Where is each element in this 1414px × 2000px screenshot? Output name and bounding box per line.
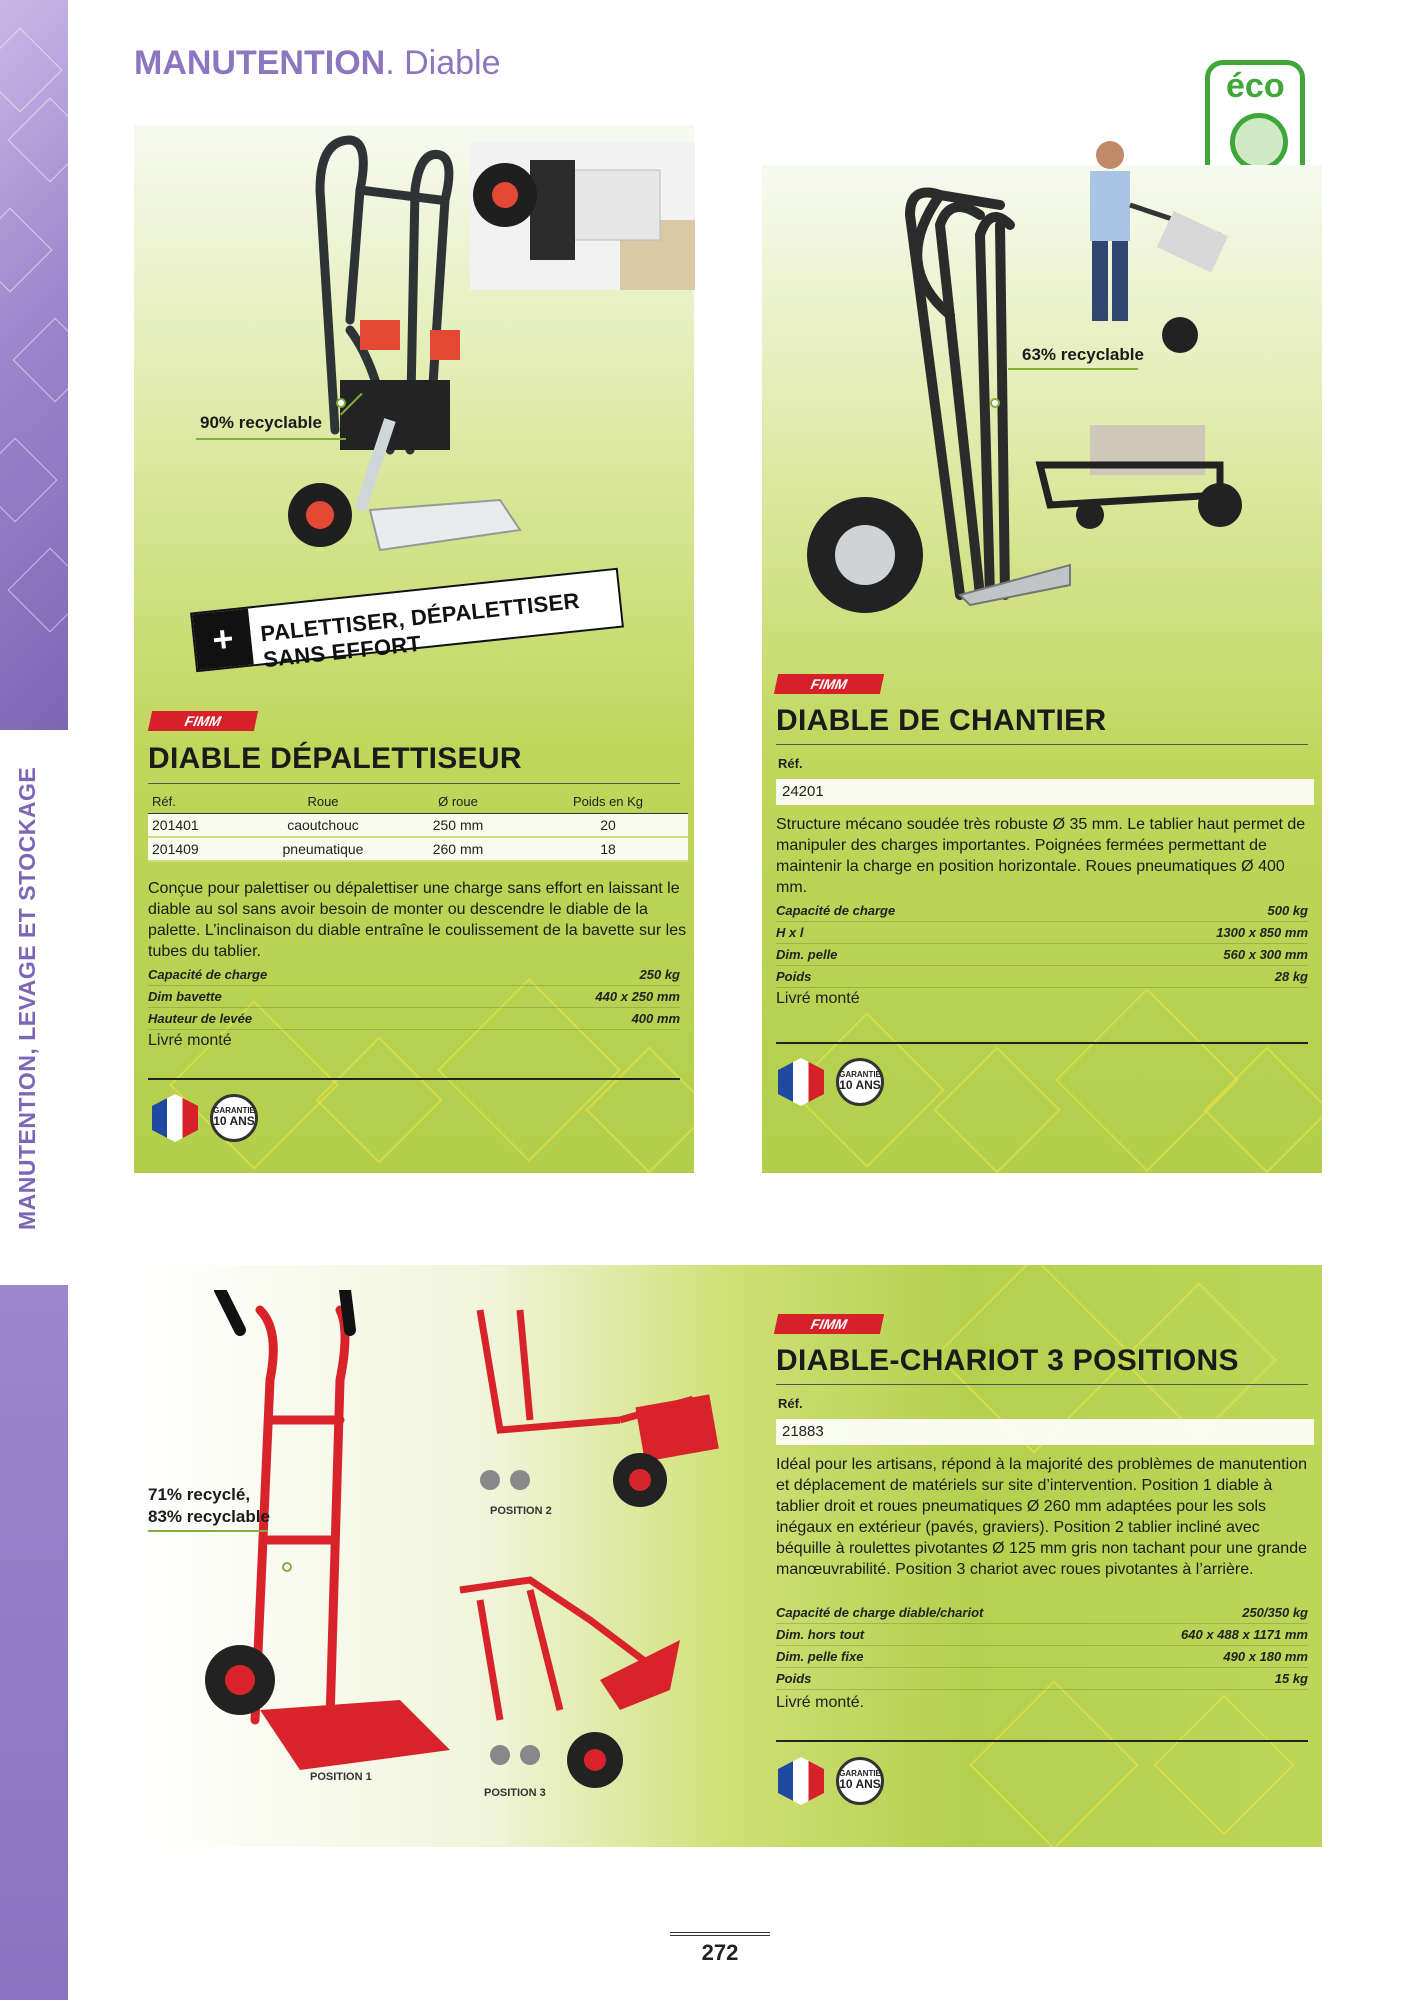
- recyclable-note-line2: 83% recyclable: [148, 1507, 270, 1526]
- title-rule: [776, 1384, 1308, 1385]
- spec-row: [776, 966, 1308, 988]
- delivery-note: Livré monté.: [776, 1694, 865, 1711]
- spec-value: 560 x 300 mm: [1223, 947, 1308, 962]
- product-description: Conçue pour palettiser ou dépalettiser une charge sans effort en laissant le diable au sol sans avoir besoin de monter ou descendre le diable de la palette. L’inclinaison du diable entraîne le coulissement de la bavette sur les tubes du tablier.: [148, 880, 687, 960]
- product-image-chantier: [790, 135, 1310, 625]
- side-section-label: MANUTENTION, LEVAGE ET STOCKAGE: [14, 766, 40, 1230]
- spec-value: 490 x 180 mm: [1223, 1649, 1308, 1664]
- page-category: MANUTENTION: [134, 44, 386, 82]
- guarantee-badge: [836, 1058, 884, 1106]
- recyclable-callout-line: [148, 1530, 268, 1532]
- brand-logo-fimm: FIMM: [774, 674, 884, 694]
- cell-ref: 201409: [148, 837, 258, 861]
- spec-label: Dim bavette: [148, 989, 222, 1004]
- cell-roue: caoutchouc: [258, 814, 388, 838]
- col-roue: Roue: [258, 790, 388, 814]
- callout-dot: [336, 398, 346, 408]
- ref-label: Réf.: [778, 756, 803, 771]
- col-poids: Poids en Kg: [528, 790, 688, 814]
- recyclable-note: 90% recyclable: [200, 413, 322, 432]
- section-rule: [776, 1042, 1308, 1044]
- product-description: Structure mécano soudée très robuste Ø 35 mm. Le tablier haut permet de manipuler des charges importantes. Poignées fermées permettant de maintenir la charge en position horizontale. Roues pneumatiques Ø 400 mm.: [776, 816, 1306, 896]
- spec-label: Poids: [776, 969, 812, 984]
- plus-icon: +: [192, 609, 254, 671]
- side-decoration-top: [0, 0, 68, 730]
- spec-label: Dim. hors tout: [776, 1627, 865, 1642]
- spec-label: Dim. pelle: [776, 947, 838, 962]
- col-ref: Réf.: [148, 790, 258, 814]
- delivery-note: Livré monté: [776, 990, 860, 1007]
- table-row: [148, 837, 688, 861]
- spec-value: 250 kg: [639, 967, 680, 982]
- spec-value: 400 mm: [631, 1011, 680, 1026]
- spec-list: [776, 1602, 1308, 1690]
- title-rule: [148, 783, 680, 784]
- callout-dot: [990, 398, 1000, 408]
- spec-row: [776, 1624, 1308, 1646]
- cell-poids: 18: [528, 837, 688, 861]
- guarantee-bottom: 10 ANS: [213, 1114, 255, 1128]
- ref-table: [148, 790, 688, 862]
- spec-value: 440 x 250 mm: [595, 989, 680, 1004]
- spec-value: 1300 x 850 mm: [1216, 925, 1308, 940]
- spec-row: [148, 986, 680, 1008]
- spec-row: [776, 944, 1308, 966]
- position-1-label: POSITION 1: [310, 1771, 372, 1783]
- page-title: [134, 44, 500, 83]
- cell-roue: pneumatique: [258, 837, 388, 861]
- cell-ref: 201401: [148, 814, 258, 838]
- eco-badge-text: éco: [1226, 67, 1285, 105]
- col-diametre: Ø roue: [388, 790, 528, 814]
- spec-row: [776, 1668, 1308, 1690]
- guarantee-badge: [210, 1094, 258, 1142]
- promo-text: PALETTISER, DÉPALETTISER SANS EFFORT: [259, 587, 581, 673]
- guarantee-top: GARANTIE: [213, 1106, 255, 1115]
- brand-logo-fimm: FIMM: [774, 1314, 884, 1334]
- product-title: DIABLE-CHARIOT 3 POSITIONS: [776, 1344, 1239, 1377]
- product-description: Idéal pour les artisans, répond à la majorité des problèmes de manutention et déplacement de matériels sur site d’intervention. Position 1 diable à tablier droit et roues pneumatiques Ø 260 mm adaptées pour les sols inégaux en extérieur (pavés, graviers). Position 2 tablier incliné avec béquille à roulettes pivotantes Ø 125 mm gris non tachant pour une grande manœuvrabilité. Position 3 chariot avec roues pivotantes à l’arrière.: [776, 1456, 1307, 1578]
- title-rule: [776, 744, 1308, 745]
- spec-label: Capacité de charge: [148, 967, 268, 982]
- spec-label: H x l: [776, 925, 804, 940]
- ref-value: 21883: [776, 1419, 1314, 1445]
- guarantee-bottom: 10 ANS: [839, 1078, 881, 1092]
- brand-logo-fimm: FIMM: [148, 711, 258, 731]
- cell-poids: 20: [528, 814, 688, 838]
- spec-value: 500 kg: [1267, 903, 1308, 918]
- recyclable-note-line1: 71% recyclé,: [148, 1485, 251, 1504]
- recyclable-callout-line: [196, 438, 346, 440]
- guarantee-badge: [836, 1757, 884, 1805]
- spec-label: Capacité de charge: [776, 903, 896, 918]
- spec-row: [776, 900, 1308, 922]
- page-number-rule: [670, 1932, 770, 1936]
- spec-value: 250/350 kg: [1242, 1605, 1308, 1620]
- product-image-depalettiseur: [240, 130, 700, 560]
- spec-label: Dim. pelle fixe: [776, 1649, 864, 1664]
- spec-value: 15 kg: [1274, 1671, 1308, 1686]
- position-2-label: POSITION 2: [490, 1505, 552, 1517]
- position-3-label: POSITION 3: [484, 1787, 546, 1799]
- page-number: 272: [701, 1940, 739, 1965]
- product-title: DIABLE DÉPALETTISEUR: [148, 742, 522, 775]
- guarantee-bottom: 10 ANS: [839, 1777, 881, 1791]
- spec-list: [776, 900, 1308, 988]
- ref-label: Réf.: [778, 1396, 803, 1411]
- spec-label: Hauteur de levée: [148, 1011, 253, 1026]
- product-image-3-positions: [200, 1290, 740, 1820]
- page-subcategory: . Diable: [385, 44, 501, 82]
- side-band: [0, 0, 68, 2000]
- recyclable-note: 63% recyclable: [1022, 345, 1144, 364]
- table-header-row: [148, 790, 688, 814]
- delivery-note: Livré monté: [148, 1032, 232, 1049]
- spec-value: 28 kg: [1274, 969, 1308, 984]
- section-rule: [148, 1078, 680, 1080]
- side-decoration-bottom: [0, 1285, 68, 2000]
- guarantee-top: GARANTIE: [839, 1769, 881, 1778]
- cell-diametre: 250 mm: [388, 814, 528, 838]
- spec-value: 640 x 488 x 1171 mm: [1181, 1627, 1308, 1642]
- spec-row: [776, 1602, 1308, 1624]
- ref-value: 24201: [776, 779, 1314, 805]
- spec-row: [148, 964, 680, 986]
- section-rule: [776, 1740, 1308, 1742]
- product-title: DIABLE DE CHANTIER: [776, 704, 1107, 737]
- callout-dot: [282, 1562, 292, 1572]
- recyclable-callout-line: [1008, 368, 1138, 370]
- spec-label: Poids: [776, 1671, 812, 1686]
- spec-row: [776, 1646, 1308, 1668]
- spec-label: Capacité de charge diable/chariot: [776, 1605, 984, 1620]
- spec-list: [148, 964, 680, 1030]
- guarantee-top: GARANTIE: [839, 1070, 881, 1079]
- table-row: [148, 814, 688, 838]
- spec-row: [776, 922, 1308, 944]
- spec-row: [148, 1008, 680, 1030]
- cell-diametre: 260 mm: [388, 837, 528, 861]
